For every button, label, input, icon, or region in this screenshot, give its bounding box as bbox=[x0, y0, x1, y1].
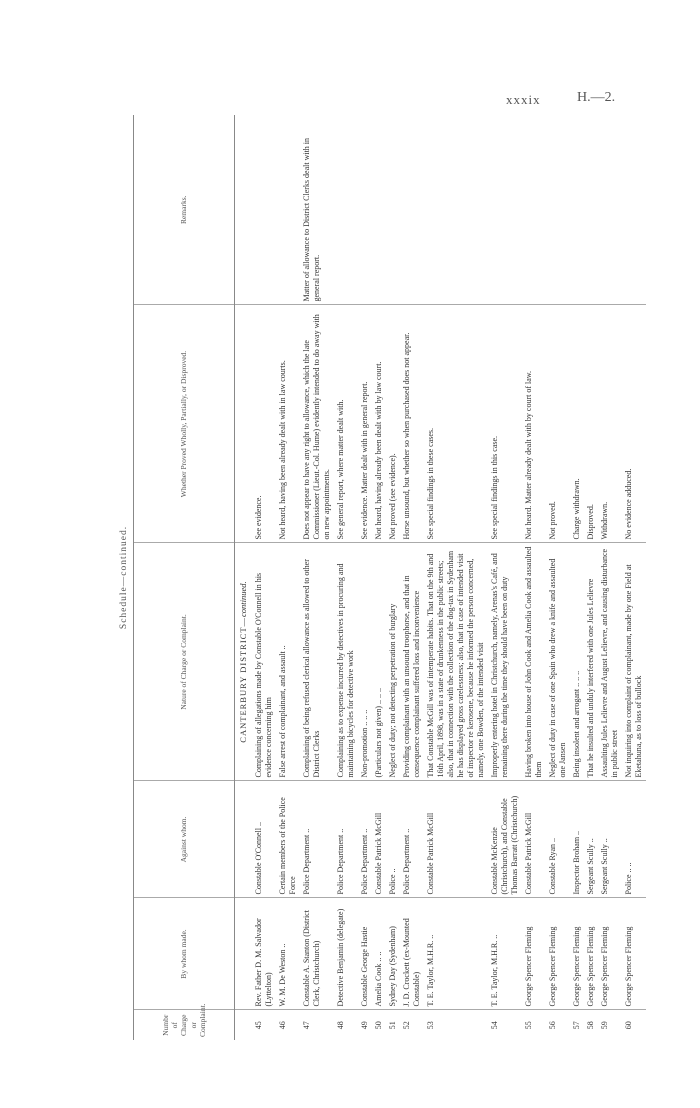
finding: See evidence. bbox=[252, 305, 276, 543]
finding: Withdrawn. bbox=[598, 305, 622, 543]
col-header-by-whom: By whom made. bbox=[134, 898, 235, 1010]
nature-of-charge: That Constable McGill was of intemperate habits. That on the 9th and 16th April, 1898, was in a state of drunkenness in the public streets; also, that in connection with the collection of the dog-tax in Sydenham he has displayed gross carelessness; also, that in case of intended visit of inspector re kerosene, because he informed the person concerned, namely, one Bowden, of the intended visit bbox=[424, 543, 488, 781]
complainant: Constable A. Stanton (District Clerk, Christchurch) bbox=[300, 898, 334, 1010]
table-row bbox=[522, 115, 546, 1040]
row-number: 49 bbox=[359, 1021, 369, 1030]
against-whom: Sergeant Scully .. bbox=[598, 781, 622, 898]
col-header-number: Numbr of Charge or Complaint. bbox=[134, 1010, 235, 1040]
finding: See evidence. Matter dealt with in general report. bbox=[358, 305, 372, 543]
against-whom: Police Department .. bbox=[300, 781, 334, 898]
against-whom: Constable Patrick McGill bbox=[372, 781, 386, 898]
row-number: 55 bbox=[523, 1021, 533, 1030]
table-row bbox=[584, 115, 598, 1040]
finding: Not heard, having been already dealt with in law courts. bbox=[276, 305, 300, 543]
table-row bbox=[570, 115, 584, 1040]
nature-of-charge: Neglect of duty in case of one Spain who drew a knife and assaulted one Jansen bbox=[546, 543, 570, 781]
table-row bbox=[622, 115, 646, 1040]
row-number: 59 bbox=[599, 1021, 609, 1030]
against-whom: Inspector Broham .. bbox=[570, 781, 584, 898]
remarks bbox=[386, 115, 400, 305]
row-number: 50 bbox=[373, 1021, 383, 1030]
remarks bbox=[334, 115, 358, 305]
district-continued: continued. bbox=[238, 581, 248, 617]
row-number: 45 bbox=[253, 1021, 263, 1030]
nature-of-charge: Not inquiring into complaint of complainant, made by one Field at Eketahuna, as to loss of bullock bbox=[622, 543, 646, 781]
row-number: 54 bbox=[489, 1021, 499, 1030]
complainant: Sydney Day (Sydenham) bbox=[386, 898, 400, 1010]
nature-of-charge: Complaining as to expense incurred by detectives in procuring and maintaining bicycles for detective work bbox=[334, 543, 358, 781]
against-whom: Police Department .. bbox=[334, 781, 358, 898]
schedule-title: Schedule—continued. bbox=[119, 525, 129, 630]
against-whom: Sergeant Scully .. bbox=[584, 781, 598, 898]
table-row bbox=[358, 115, 372, 1040]
col-header-against: Against whom. bbox=[134, 781, 235, 898]
complainant: Amelia Cook .. .. bbox=[372, 898, 386, 1010]
col-header-nature: Nature of Charge or Complaint. bbox=[134, 543, 235, 781]
district-heading-row bbox=[235, 115, 252, 1040]
against-whom: Police Department .. bbox=[358, 781, 372, 898]
row-number: 46 bbox=[277, 1021, 287, 1030]
remarks bbox=[424, 115, 488, 305]
table-row bbox=[300, 115, 334, 1040]
remarks bbox=[358, 115, 372, 305]
against-whom: Constable Patrick McGill bbox=[522, 781, 546, 898]
remarks bbox=[570, 115, 584, 305]
table-header-row bbox=[134, 115, 235, 1040]
finding: Not proved (see evidence). bbox=[386, 305, 400, 543]
remarks bbox=[598, 115, 622, 305]
remarks bbox=[522, 115, 546, 305]
remarks bbox=[546, 115, 570, 305]
against-whom: Constable Ryan .. bbox=[546, 781, 570, 898]
nature-of-charge: That he insulted and unduly interfered with one Jules Lelievre bbox=[584, 543, 598, 781]
finding: Does not appear to have any right to allowance, which the late Commissioner (Lieut.-Col. Hume) evidently intended to do away with on new appointments. bbox=[300, 305, 334, 543]
remarks bbox=[488, 115, 522, 305]
complainant: J. D. Crockett (ex-Mounted Constable) bbox=[400, 898, 424, 1010]
nature-of-charge: Neglect of duty; not detecting perpetration of burglary bbox=[386, 543, 400, 781]
table-row bbox=[598, 115, 622, 1040]
complainant: George Spencer Fleming bbox=[546, 898, 570, 1010]
rotated-schedule-page bbox=[119, 115, 676, 1040]
row-number: 56 bbox=[547, 1021, 557, 1030]
complainant: W. M. De Weston .. bbox=[276, 898, 300, 1010]
row-number: 53 bbox=[425, 1021, 435, 1030]
complainant: George Spencer Fleming bbox=[522, 898, 546, 1010]
row-number: 57 bbox=[571, 1021, 581, 1030]
table-row bbox=[276, 115, 300, 1040]
finding: Disproved. bbox=[584, 305, 598, 543]
table-row bbox=[372, 115, 386, 1040]
remarks bbox=[252, 115, 276, 305]
table-row bbox=[488, 115, 522, 1040]
complainant: George Spencer Fleming bbox=[598, 898, 622, 1010]
row-number: 48 bbox=[335, 1021, 345, 1030]
finding: No evidence adduced. bbox=[622, 305, 646, 543]
remarks bbox=[622, 115, 646, 305]
nature-of-charge: Complaining of being refused clerical allowance as allowed to other District Clerks bbox=[300, 543, 334, 781]
district-heading bbox=[235, 543, 252, 781]
complainant: Detective Benjamin (delegate) bbox=[334, 898, 358, 1010]
row-number: 47 bbox=[301, 1021, 311, 1030]
against-whom: Constable McKenzie (Christchurch), and Constable Thomas Barratt (Christchurch) bbox=[488, 781, 522, 898]
against-whom: Police Department .. bbox=[400, 781, 424, 898]
complainant: T. E. Taylor, M.H.R. .. bbox=[424, 898, 488, 1010]
against-whom: Police .. bbox=[386, 781, 400, 898]
document-code: H.—2. bbox=[577, 90, 616, 105]
finding: See special findings in these cases. bbox=[424, 305, 488, 543]
complainant: Rev. Father D. M. Salvador (Lyttelton) bbox=[252, 898, 276, 1010]
nature-of-charge: Assaulting Jules Lelievre and August Lelievre, and causing disturbance in public street bbox=[598, 543, 622, 781]
table-row bbox=[424, 115, 488, 1040]
row-number: 52 bbox=[401, 1021, 411, 1030]
finding: Horse unsound, but whether so when purchased does not appear. bbox=[400, 305, 424, 543]
finding: See general report, where matter dealt with. bbox=[334, 305, 358, 543]
complainant: Constable George Hastie bbox=[358, 898, 372, 1010]
finding: See special findings in this case. bbox=[488, 305, 522, 543]
remarks: Matter of allowance to District Clerks dealt with in general report. bbox=[300, 115, 334, 305]
district-name: CANTERBURY DISTRICT— bbox=[238, 616, 248, 743]
schedule-table bbox=[133, 115, 646, 1040]
nature-of-charge: False arrest of complainant, and assault .. bbox=[276, 543, 300, 781]
against-whom: Constable Patrick McGill bbox=[424, 781, 488, 898]
col-header-result: Whether Proved Wholly, Partially, or Disproved. bbox=[134, 305, 235, 543]
complainant: George Spencer Fleming bbox=[570, 898, 584, 1010]
against-whom: Constable O'Connell .. bbox=[252, 781, 276, 898]
remarks bbox=[276, 115, 300, 305]
complainant: George Spencer Fleming bbox=[622, 898, 646, 1010]
table-row bbox=[400, 115, 424, 1040]
remarks bbox=[372, 115, 386, 305]
row-number: 60 bbox=[623, 1021, 633, 1030]
finding: Charge withdrawn. bbox=[570, 305, 584, 543]
table-row bbox=[546, 115, 570, 1040]
nature-of-charge: Complaining of allegations made by Constable O'Connell in his evidence concerning him bbox=[252, 543, 276, 781]
nature-of-charge: Non-promotion .. .. .. bbox=[358, 543, 372, 781]
nature-of-charge: Providing complainant with an unsound troophorse, and that in consequence complainant suffered loss and inconvenience bbox=[400, 543, 424, 781]
complainant: T. E. Taylor, M.H.R. .. bbox=[488, 898, 522, 1010]
nature-of-charge: Having broken into house of John Cook and Amelia Cook and assaulted them bbox=[522, 543, 546, 781]
table-row bbox=[386, 115, 400, 1040]
nature-of-charge: Improperly entering hotel in Christchurch, namely, Arenas's Café, and remaining there during the time they should have been on duty bbox=[488, 543, 522, 781]
table-row bbox=[252, 115, 276, 1040]
row-number: 58 bbox=[585, 1021, 595, 1030]
finding: Not heard. Matter already dealt with by court of law. bbox=[522, 305, 546, 543]
table-row bbox=[334, 115, 358, 1040]
page-number: xxxix bbox=[506, 92, 541, 107]
finding: Not proved. bbox=[546, 305, 570, 543]
complainant: George Spencer Fleming bbox=[584, 898, 598, 1010]
row-number: 51 bbox=[387, 1021, 397, 1030]
col-header-remarks: Remarks. bbox=[134, 115, 235, 305]
remarks bbox=[584, 115, 598, 305]
finding: Not heard, having already been dealt with by law court. bbox=[372, 305, 386, 543]
against-whom: Certain members of the Police Force bbox=[276, 781, 300, 898]
remarks bbox=[400, 115, 424, 305]
nature-of-charge: Being insolent and arrogant .. .. .. bbox=[570, 543, 584, 781]
nature-of-charge: (Particulars not given) .. .. .. bbox=[372, 543, 386, 781]
against-whom: Police .. .. bbox=[622, 781, 646, 898]
